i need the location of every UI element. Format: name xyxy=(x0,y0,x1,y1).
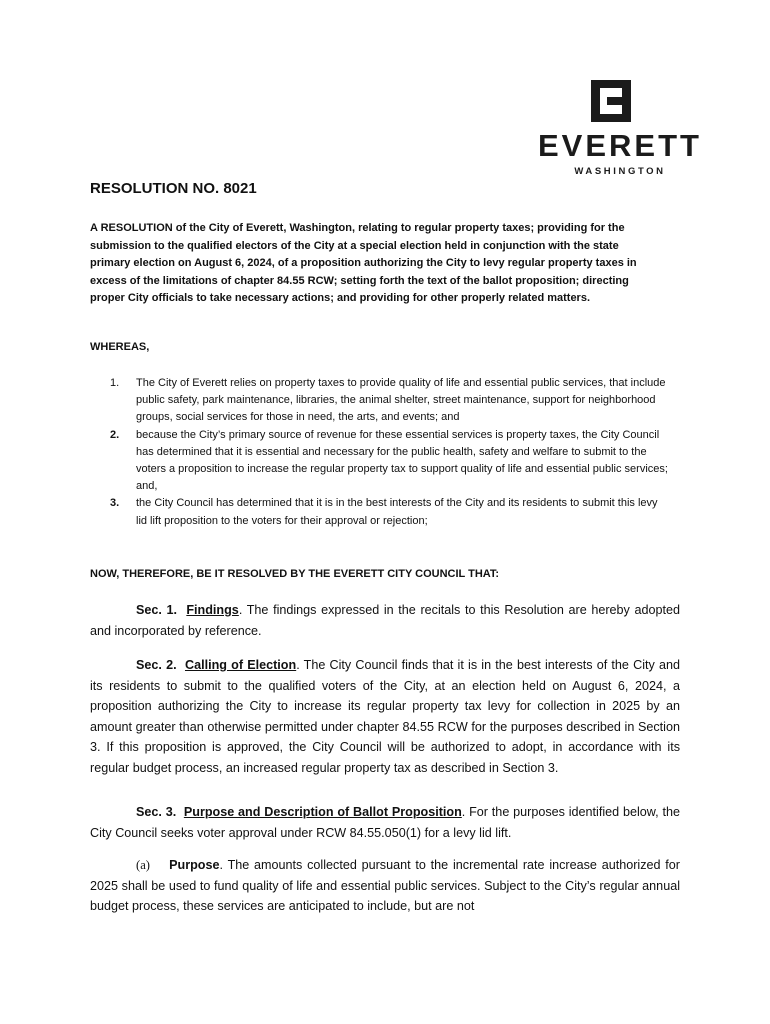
recital-text: The City of Everett relies on property taxes to provide quality of life and essential public services, that include public safety, park maintenance, libraries, the animal shelter, street maintenance, support for neighborhood groups, social services for those in need, the arts, and events; and xyxy=(136,377,666,424)
city-logo xyxy=(538,80,702,177)
whereas-heading: WHEREAS, xyxy=(90,341,150,353)
recitals-list xyxy=(110,375,670,530)
section-number: Sec. 3. xyxy=(136,805,177,819)
section-3a: (a) Purpose. The amounts collected pursuant to the incremental rate increase authorized for 2025 shall be used to fund quality of life and essential public services. Subject to the City’s regular annual budget process, these services are anticipated to include, but are not xyxy=(90,858,680,913)
recital-number: 3. xyxy=(110,497,120,510)
resolution-abstract: A RESOLUTION of the City of Everett, Washington, relating to regular property taxes; providing for the submission to the qualified electors of the City at a special election held in conjunction with the state primary election on August 6, 2024, of a proposition authorizing the City to levy regular property taxes in excess of the limitations of chapter 84.55 RCW; setting forth the text of the ballot proposition; directing proper City officials to take necessary actions; and providing for other properly related matters. xyxy=(90,222,637,304)
recital-number: 1. xyxy=(110,377,120,389)
subsection-text: The amounts collected pursuant to the incremental rate increase authorized for 2025 shall be used to fund quality of life and essential public services. Subject to the City’s regular annual budget process, these services are anticipated to include, but are not xyxy=(90,858,680,913)
section-number: Sec. 1. xyxy=(136,603,178,617)
recital-item xyxy=(110,375,670,427)
recital-item xyxy=(110,427,670,496)
section-2: Sec. 2. Calling of Election. The City Council finds that it is in the best interests of the City and its residents to submit to the qualified voters of the City, at an election held on August 6, 2024, a proposition authorizing the City to increase its regular property tax levy for collection in 2025 by an amount greater than otherwise permitted under chapter 84.55 RCW for the purposes described in Section 3. If this proposition is approved, the City Council will be authorized to adopt, in accordance with its regular budget process, an increased regular property tax as described in Section 3. xyxy=(90,658,680,775)
section-text: The City Council finds that it is in the best interests of the City and its residents to submit to the qualified voters of the City, at an election held on August 6, 2024, a proposition authorizing the City to increase its regular property tax levy for collection in 2025 by an amount greater than otherwise permitted under chapter 84.55 RCW for the purposes described in Section 3. If this proposition is approved, the City Council will be authorized to adopt, in accordance with its regular budget process, an increased regular property tax as described in Section 3. xyxy=(90,658,680,775)
section-heading: Findings xyxy=(186,603,239,617)
logo-wordmark: EVERETT xyxy=(538,128,702,163)
resolution-title: RESOLUTION NO. 8021 xyxy=(90,180,257,197)
section-text: The findings expressed in the recitals to this Resolution are hereby adopted and incorporated by reference. xyxy=(90,603,680,638)
section-1: Sec. 1. Findings. The findings expressed in the recitals to this Resolution are hereby adopted and incorporated by reference. xyxy=(90,603,680,638)
recital-item xyxy=(110,495,670,529)
resolved-clause: NOW, THEREFORE, BE IT RESOLVED BY THE EVERETT CITY COUNCIL THAT: xyxy=(90,568,500,580)
section-number: Sec. 2. xyxy=(136,658,177,672)
subsection-heading: Purpose xyxy=(169,858,220,872)
section-heading: Calling of Election xyxy=(184,658,297,672)
recital-number: 2. xyxy=(110,428,120,441)
everett-e-logo-icon xyxy=(591,80,631,122)
recital-text: because the City’s primary source of revenue for these essential services is property taxes, the City Council has determined that it is essential and necessary for the public health, safety and welfare to submit to the voters a proposition to increase the regular property tax to support quality of life and essential public services; and, xyxy=(136,428,668,493)
section-text: For the purposes identified below, the City Council seeks voter approval under RCW 84.55.050(1) for a levy lid lift. xyxy=(90,805,680,840)
recital-text: the City Council has determined that it is in the best interests of the City and its residents to submit this levy lid lift proposition to the voters for their approval or rejection; xyxy=(136,497,658,527)
subsection-number: (a) xyxy=(136,858,150,872)
logo-subtitle: WASHINGTON xyxy=(574,166,666,177)
section-heading: Purpose and Description of Ballot Proposition xyxy=(183,805,462,819)
section-3: Sec. 3. Purpose and Description of Ballot Proposition. For the purposes identified below, the City Council seeks voter approval under RCW 84.55.050(1) for a levy lid lift. xyxy=(90,805,680,840)
